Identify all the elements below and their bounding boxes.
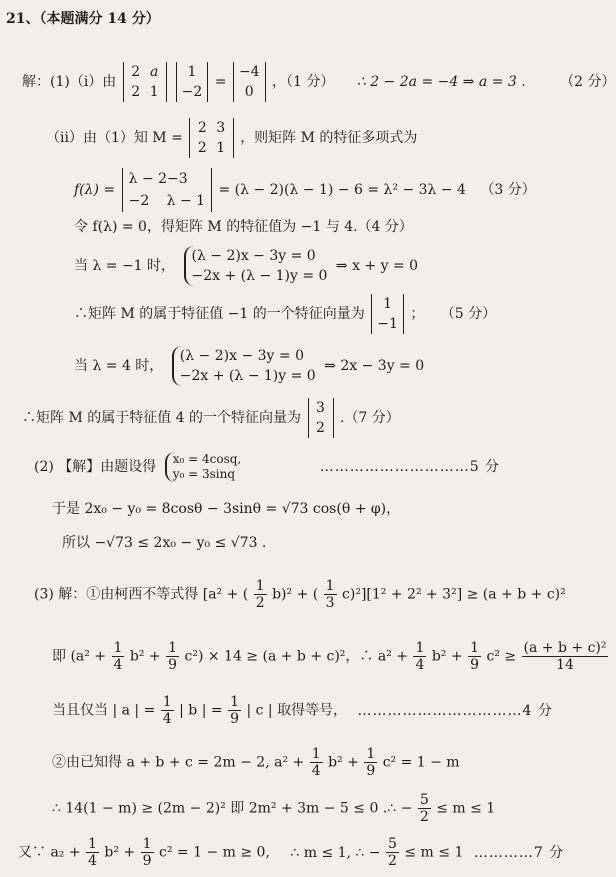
matrix-M: 2 3 2 1 (189, 118, 233, 158)
solution-part1-i: 解：(1)（ⅰ）由 2 a 2 1 1 −2 = −4 0 ，（1 分） ∴ 2 − 2a = −4 ⇒ a = 3 . （2 分） (22, 64, 616, 100)
part2-conclusion: 所以 −√73 ≤ 2x₀ − y₀ ≤ √73 . (62, 535, 267, 551)
part3-equality: 当且仅当 | a | = $\frac{1}{4}$ | b | = $\frac{1}{9}$ | c | 取得等号， ……………………………4 分 (52, 694, 553, 727)
eigenvector-4: ∴矩阵 M 的属于特征值 4 的一个特征向量为 3 2 .（7 分） (22, 400, 400, 436)
part2-step: 于是 2x₀ − y₀ = 8cosθ − 3sinθ = √73 cos(θ + φ)， (52, 501, 401, 517)
part3-given: ②由已知得 a + b + c = 2m − 2, a² + $\frac{1}{4}$ b² + $\frac{1}{9}$ c² = 1 − m (52, 746, 460, 779)
vector-result: −4 0 (233, 62, 266, 102)
eigenvalues-line: 令 f(λ) = 0，得矩阵 M 的特征值为 −1 与 4.（4 分） (74, 219, 413, 235)
equation-system: (λ − 2)x − 3y = 0 −2x + (λ − 1)y = 0 (184, 246, 328, 286)
solution-part2: (2) 【解】由题设得 x₀ = 4cosq, y₀ = 3sinq …………………………5 分 (34, 452, 501, 481)
equation-system: (λ − 2)x − 3y = 0 −2x + (λ − 1)y = 0 (172, 346, 316, 386)
part3-range: ∴ 14(1 − m) ≥ (2m − 2)² 即 2m² + 3m − 5 ≤ 0 .∴ − $\frac{5}{2}$ ≤ m ≤ 1 (52, 792, 496, 825)
solution-part3-cauchy: (3) 解：①由柯西不等式得 [a² + ( $\frac{1}{2}$ b)² + ( $\frac{1}{3}$ c)²][1² + 2² + 3²] ≥ (a + b + c)² (34, 578, 566, 611)
vector-x: 1 −2 (176, 62, 209, 102)
determinant: λ − 2−3 −2 λ − 1 (122, 168, 212, 212)
eigenvector-neg1: ∴矩阵 M 的属于特征值 −1 的一个特征向量为 1 −1 ； （5 分） (74, 296, 497, 332)
case-lambda-neg1: 当 λ = −1 时， (λ − 2)x − 3y = 0 −2x + (λ − 1)y = 0 ⇒ x + y = 0 (74, 248, 419, 284)
characteristic-polynomial: f(λ) = λ − 2−3 −2 λ − 1 = (λ − 2)(λ − 1) − 6 = λ² − 3λ − 4 （3 分） (74, 168, 536, 212)
part3-inequality: 即 (a² + $\frac{1}{4}$ b² + $\frac{1}{9}$ c²) × 14 ≥ (a + b + c)²，∴ a² + $\frac{1}{4}$ b² + $\frac{1}{9}$ c² ≥ $\frac{\text{(a + b + c)²}}{14}$ (52, 640, 607, 673)
question-header: 21、（本题满分 14 分） (6, 11, 160, 27)
eigenvector: 1 −1 (371, 294, 404, 334)
case-lambda-4: 当 λ = 4 时， (λ − 2)x − 3y = 0 −2x + (λ − 1)y = 0 ⇒ 2x − 3y = 0 (74, 348, 425, 384)
part3-final: 又∵ a₂ + $\frac{1}{4}$ b² + $\frac{1}{9}$ c² = 1 − m ≥ 0, ∴ m ≤ 1, ∴ − $\frac{5}{2}$ ≤ m ≤ 1 …………7 分 (18, 836, 565, 869)
solution-part1-ii: （ⅱ）由（1）知 M = 2 3 2 1 ，则矩阵 M 的特征多项式为 (46, 120, 418, 156)
text: 解：(1)（ⅰ）由 (22, 74, 117, 90)
eigenvector: 3 2 (308, 398, 334, 438)
parametric-system: x₀ = 4cosq, y₀ = 3sinq (165, 452, 242, 482)
matrix-A: 2 a 2 1 (123, 62, 167, 102)
